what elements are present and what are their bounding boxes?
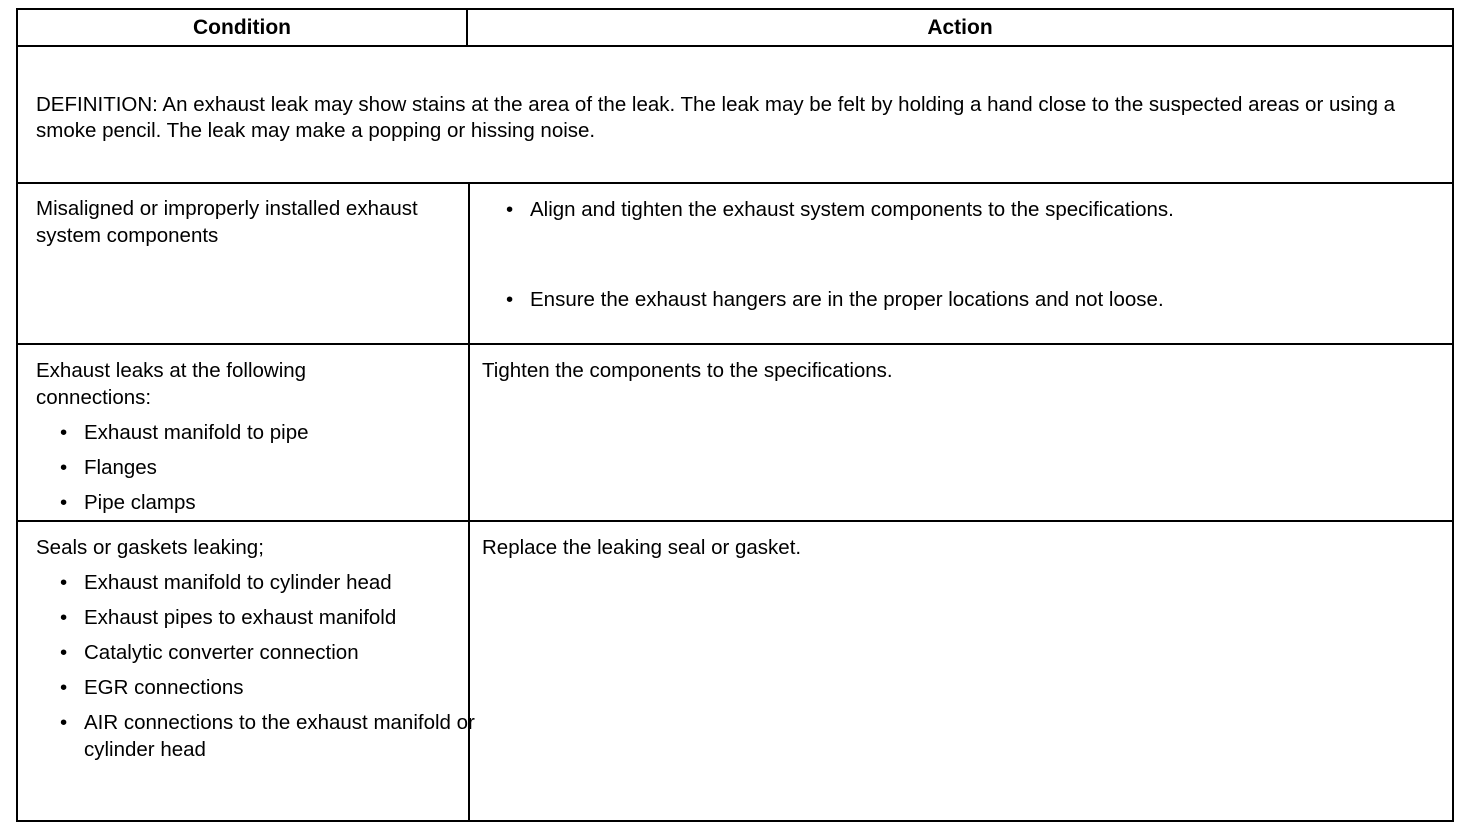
bullet-icon: • <box>60 421 68 444</box>
condition-item-text: AIR connections to the exhaust manifold or cylinder head <box>84 711 475 761</box>
bullet-icon: • <box>60 491 68 514</box>
row-1-action <box>484 188 1434 313</box>
header-divider <box>18 45 1452 47</box>
row-3-action: Replace the leaking seal or gasket. <box>482 536 802 559</box>
bullet-icon: • <box>60 711 68 734</box>
condition-item-text: Exhaust manifold to cylinder head <box>84 571 392 594</box>
bullet-icon: • <box>60 456 68 479</box>
row-3-condition <box>36 534 475 763</box>
action-header: Action <box>927 16 993 39</box>
list-item <box>484 196 1434 223</box>
bullet-icon: • <box>506 288 514 311</box>
list-item <box>36 419 456 446</box>
condition-item-text: Catalytic converter connection <box>84 641 359 664</box>
list-item <box>36 639 461 666</box>
condition-item-text: Exhaust pipes to exhaust manifold <box>84 606 397 629</box>
row-1-condition: Misaligned or improperly installed exhaust system components <box>36 197 418 247</box>
list-item <box>36 454 456 481</box>
bullet-icon: • <box>60 571 68 594</box>
diagnostic-table <box>16 8 1454 822</box>
condition-item-text: EGR connections <box>84 676 244 699</box>
action-item-text: Align and tighten the exhaust system components to the specifications. <box>530 198 1174 221</box>
condition-text: Exhaust leaks at the following connections: <box>36 359 307 409</box>
bullet-icon: • <box>60 641 68 664</box>
list-item <box>36 489 456 516</box>
list-item <box>484 286 1434 313</box>
row-divider <box>18 343 1452 345</box>
definition-text: DEFINITION: An exhaust leak may show stains at the area of the leak. The leak may be felt by holding a hand close to the suspected areas or using a smoke pencil. The leak may make a popping or hissing noise. <box>36 93 1396 142</box>
row-divider <box>18 520 1452 522</box>
bullet-icon: • <box>60 676 68 699</box>
list-item <box>36 569 404 596</box>
definition-divider <box>18 182 1452 184</box>
bullet-icon: • <box>506 198 514 221</box>
list-item <box>36 604 424 631</box>
row-2-condition <box>36 357 456 516</box>
bullet-icon: • <box>60 606 68 629</box>
list-item <box>36 674 461 701</box>
list-item <box>36 709 494 763</box>
condition-item-text: Flanges <box>84 456 157 479</box>
condition-item-text: Exhaust manifold to pipe <box>84 421 309 444</box>
condition-text: Seals or gaskets leaking; <box>36 536 264 559</box>
row-2-action: Tighten the components to the specifications. <box>482 359 893 382</box>
condition-item-text: Pipe clamps <box>84 491 196 514</box>
action-item-text: Ensure the exhaust hangers are in the proper locations and not loose. <box>530 288 1164 311</box>
condition-header: Condition <box>18 10 468 47</box>
